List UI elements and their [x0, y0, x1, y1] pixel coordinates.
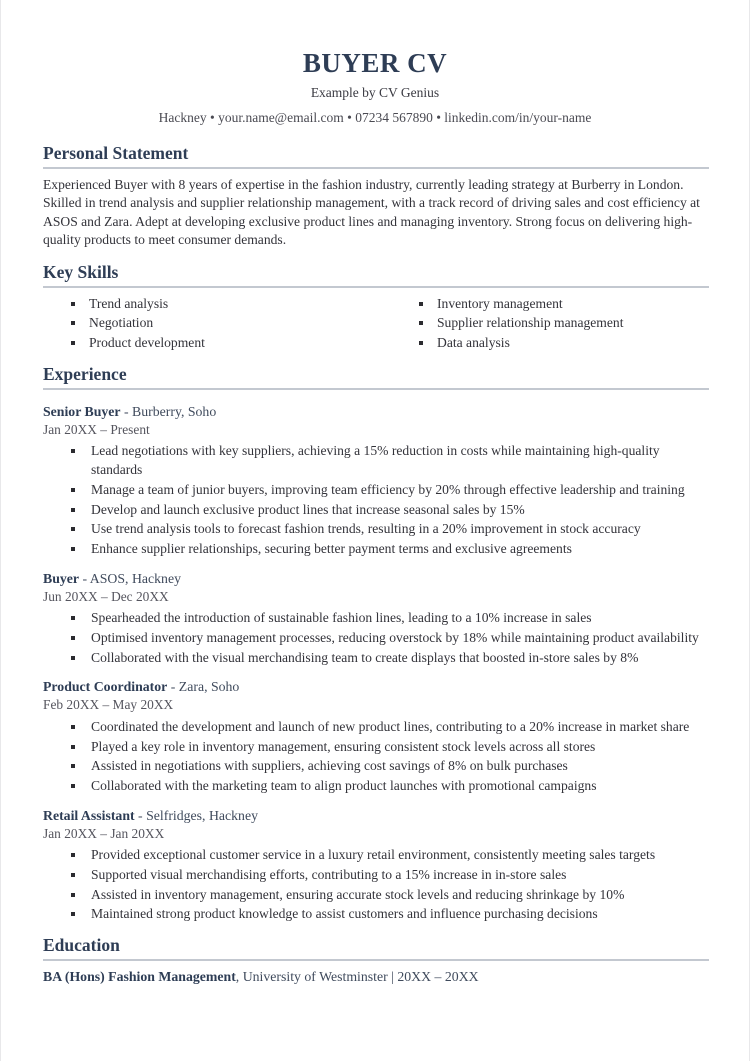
list-item: Trend analysis	[69, 295, 375, 314]
section-divider	[43, 286, 709, 288]
job-heading	[43, 807, 707, 825]
list-item: Develop and launch exclusive product lines that increase seasonal sales by 15%	[69, 501, 707, 520]
education-details: , University of Westminster | 20XX – 20XX	[235, 969, 479, 985]
skills-columns	[43, 295, 707, 354]
section-heading-key-skills: Key Skills	[43, 261, 119, 282]
list-item: Lead negotiations with key suppliers, achieving a 15% reduction in costs while maintaining high-quality standards	[69, 442, 707, 480]
section-education	[43, 935, 707, 987]
skills-column-right	[375, 295, 707, 354]
job-bullet-list	[43, 846, 707, 924]
section-heading-education: Education	[43, 935, 120, 956]
job-bullet-list	[43, 609, 707, 667]
job-heading	[43, 403, 707, 421]
list-item: Coordinated the development and launch of new product lines, contributing to a 20% increase in market share	[69, 718, 707, 737]
job-title: Retail Assistant	[43, 807, 135, 823]
section-divider	[43, 167, 709, 169]
job-title: Senior Buyer	[43, 403, 121, 419]
job-company: Burberry, Soho	[132, 403, 217, 419]
cv-header	[43, 48, 707, 127]
list-item: Provided exceptional customer service in a luxury retail environment, consistently meeting sales targets	[69, 846, 707, 865]
list-item: Negotiation	[69, 314, 375, 333]
list-item: Inventory management	[417, 295, 707, 314]
list-item: Spearheaded the introduction of sustainable fashion lines, leading to a 10% increase in sales	[69, 609, 707, 628]
experience-entry	[43, 678, 707, 795]
job-heading	[43, 570, 707, 588]
job-heading	[43, 678, 707, 696]
section-personal-statement	[43, 143, 707, 250]
section-divider	[43, 959, 709, 961]
job-separator: -	[79, 570, 90, 586]
job-dates: Feb 20XX – May 20XX	[43, 697, 174, 713]
job-bullet-list	[43, 718, 707, 796]
job-company: ASOS, Hackney	[89, 570, 181, 586]
page-title: BUYER CV	[302, 48, 448, 78]
job-separator: -	[167, 679, 179, 695]
list-item: Enhance supplier relationships, securing better payment terms and exclusive agreements	[69, 540, 707, 559]
job-dates: Jan 20XX – Jan 20XX	[43, 825, 165, 841]
list-item: Supported visual merchandising efforts, contributing to a 15% increase in in-store sales	[69, 866, 707, 885]
list-item: Manage a team of junior buyers, improving team efficiency by 20% through effective leadership and training	[69, 481, 707, 500]
education-entry	[43, 968, 707, 987]
job-separator: -	[120, 403, 133, 419]
experience-entry	[43, 570, 707, 668]
cv-subtitle: Example by CV Genius	[310, 85, 440, 101]
list-item: Collaborated with the marketing team to align product launches with promotional campaigns	[69, 777, 707, 796]
job-company: Selfridges, Hackney	[146, 807, 258, 823]
list-item: Data analysis	[417, 334, 707, 353]
section-heading-personal-statement: Personal Statement	[43, 142, 189, 163]
job-dates: Jan 20XX – Present	[43, 421, 150, 437]
skills-column-left	[43, 295, 375, 354]
list-item: Product development	[69, 334, 375, 353]
job-company: Zara, Soho	[178, 679, 240, 695]
section-divider	[43, 388, 709, 390]
list-item: Played a key role in inventory management, ensuring consistent stock levels across all stores	[69, 738, 707, 757]
section-key-skills	[43, 262, 707, 354]
list-item: Maintained strong product knowledge to assist customers and influence purchasing decisions	[69, 905, 707, 924]
personal-statement-text: Experienced Buyer with 8 years of expertise in the fashion industry, currently leading strategy at Burberry in London. Skilled in trend analysis and supplier relationship management, with a track record of driving sales and cost efficiency at ASOS and Zara. Adept at developing exclusive product lines and managing inventory. Strong focus on delivering high-quality products to meet consumer demands.	[43, 176, 700, 248]
section-heading-experience: Experience	[43, 363, 127, 384]
list-item: Supplier relationship management	[417, 314, 707, 333]
list-item: Assisted in negotiations with suppliers, achieving cost savings of 8% on bulk purchases	[69, 757, 707, 776]
job-separator: -	[134, 807, 147, 823]
list-item: Optimised inventory management processes, reducing overstock by 18% while maintaining product availability	[69, 629, 707, 648]
job-title: Product Coordinator	[43, 679, 168, 695]
experience-entry	[43, 403, 707, 559]
section-experience	[43, 364, 707, 924]
job-bullet-list	[43, 442, 707, 559]
job-title: Buyer	[43, 570, 80, 586]
skills-list-left	[69, 295, 375, 353]
list-item: Collaborated with the visual merchandising team to create displays that boosted in-store sales by 8%	[69, 649, 707, 668]
list-item: Assisted in inventory management, ensuring accurate stock levels and reducing shrinkage by 10%	[69, 886, 707, 905]
education-degree: BA (Hons) Fashion Management	[43, 969, 236, 985]
list-item: Use trend analysis tools to forecast fashion trends, resulting in a 20% improvement in stock accuracy	[69, 520, 707, 539]
job-dates: Jun 20XX – Dec 20XX	[43, 588, 169, 604]
skills-list-right	[417, 295, 707, 353]
experience-entry	[43, 807, 707, 924]
contact-line: Hackney • your.name@email.com • 07234 567890 • linkedin.com/in/your-name	[158, 110, 592, 126]
